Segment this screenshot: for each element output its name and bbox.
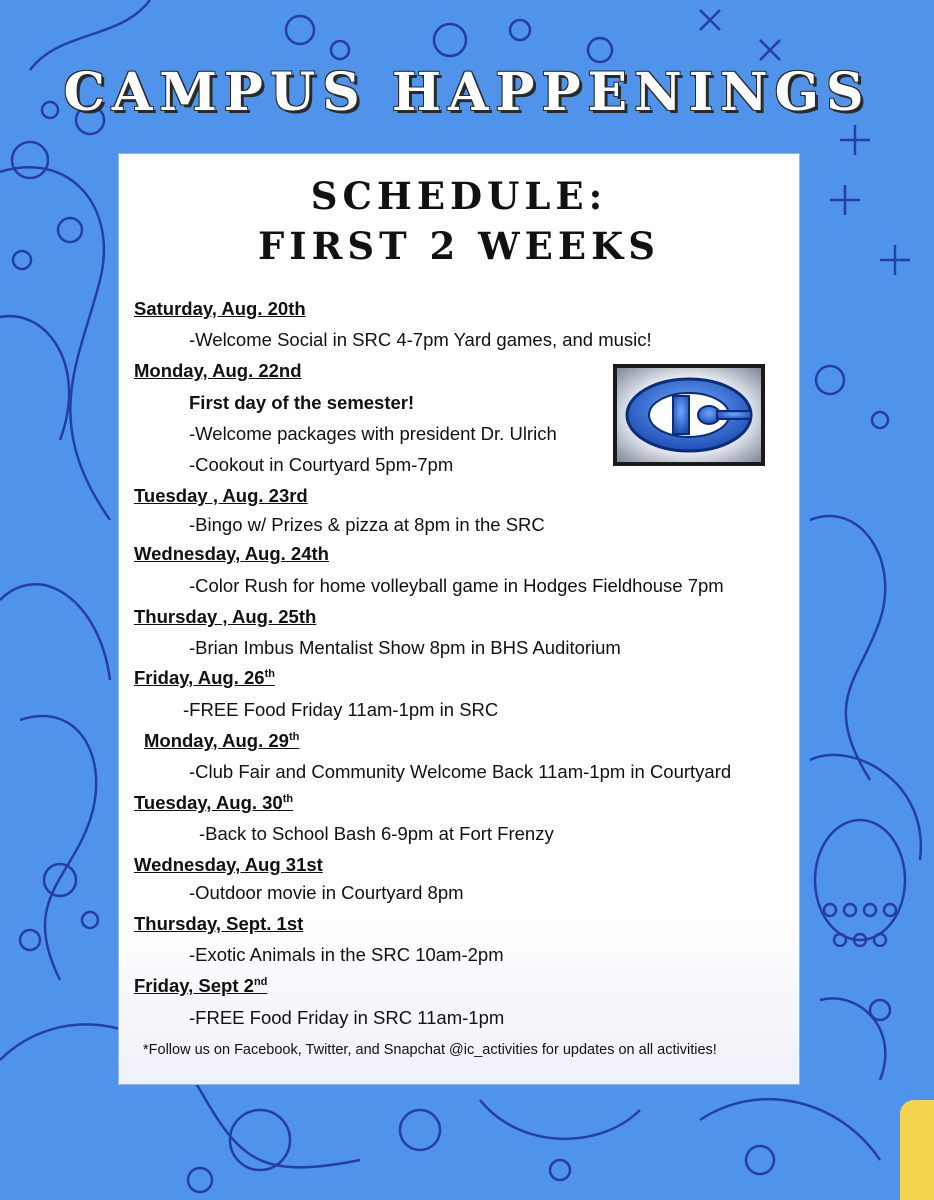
day-heading <box>134 667 275 689</box>
day-heading <box>144 730 299 752</box>
day-suffix: th <box>282 792 294 805</box>
day-heading <box>134 975 267 997</box>
ic-logo-graphic <box>619 370 759 460</box>
day-heading: Wednesday, Aug. 24th <box>134 543 329 564</box>
day-heading: Thursday, Sept. 1st <box>134 913 304 934</box>
event-item: -Cookout in Courtyard 5pm-7pm <box>189 454 454 475</box>
day-heading: Wednesday, Aug 31st <box>134 854 323 875</box>
schedule-heading-line-1: SCHEDULE: <box>310 174 608 218</box>
day-heading <box>134 792 293 814</box>
banner-title: CAMPUS HAPPENINGS <box>63 62 871 123</box>
event-item: -FREE Food Friday 11am-1pm in SRC <box>183 699 499 720</box>
social-media-footnote: *Follow us on Facebook, Twitter, and Snapchat @ic_activities for updates on all activities! <box>143 1042 717 1058</box>
day-heading: Monday, Aug. 22nd <box>134 360 302 381</box>
event-item: -Color Rush for home volleyball game in Hodges Fieldhouse 7pm <box>189 575 724 596</box>
day-heading-text: Friday, Sept 2 <box>134 975 254 996</box>
event-item: -Club Fair and Community Welcome Back 11am-1pm in Courtyard <box>189 761 732 782</box>
event-item: -Back to School Bash 6-9pm at Fort Frenzy <box>199 823 554 844</box>
schedule-card <box>118 153 800 1085</box>
day-heading: Thursday , Aug. 25th <box>134 606 317 627</box>
event-item: -Exotic Animals in the SRC 10am-2pm <box>189 944 504 965</box>
event-item: -Bingo w/ Prizes & pizza at 8pm in the SRC <box>189 514 545 535</box>
event-item: -Welcome packages with president Dr. Ulrich <box>189 423 557 444</box>
event-item: -Welcome Social in SRC 4-7pm Yard games, and music! <box>189 329 652 350</box>
day-heading: Saturday, Aug. 20th <box>134 298 306 319</box>
day-suffix: nd <box>253 975 268 988</box>
yellow-corner-shape <box>900 1100 934 1200</box>
event-item: First day of the semester! <box>189 392 415 413</box>
event-item: -Brian Imbus Mentalist Show 8pm in BHS Auditorium <box>189 637 621 658</box>
day-heading: Tuesday , Aug. 23rd <box>134 485 308 506</box>
ic-logo-icon <box>613 364 765 466</box>
logo-frame <box>617 368 761 462</box>
day-heading-text: Monday, Aug. 29 <box>144 730 289 751</box>
schedule-heading-line-2: FIRST 2 WEEKS <box>258 224 660 268</box>
event-item: -FREE Food Friday in SRC 11am-1pm <box>189 1007 505 1028</box>
day-suffix: th <box>264 667 275 680</box>
day-heading-text: Friday, Aug. 26 <box>134 667 265 688</box>
day-suffix: th <box>288 730 300 743</box>
day-heading-text: Tuesday, Aug. 30 <box>134 792 283 813</box>
event-item: -Outdoor movie in Courtyard 8pm <box>189 882 464 903</box>
